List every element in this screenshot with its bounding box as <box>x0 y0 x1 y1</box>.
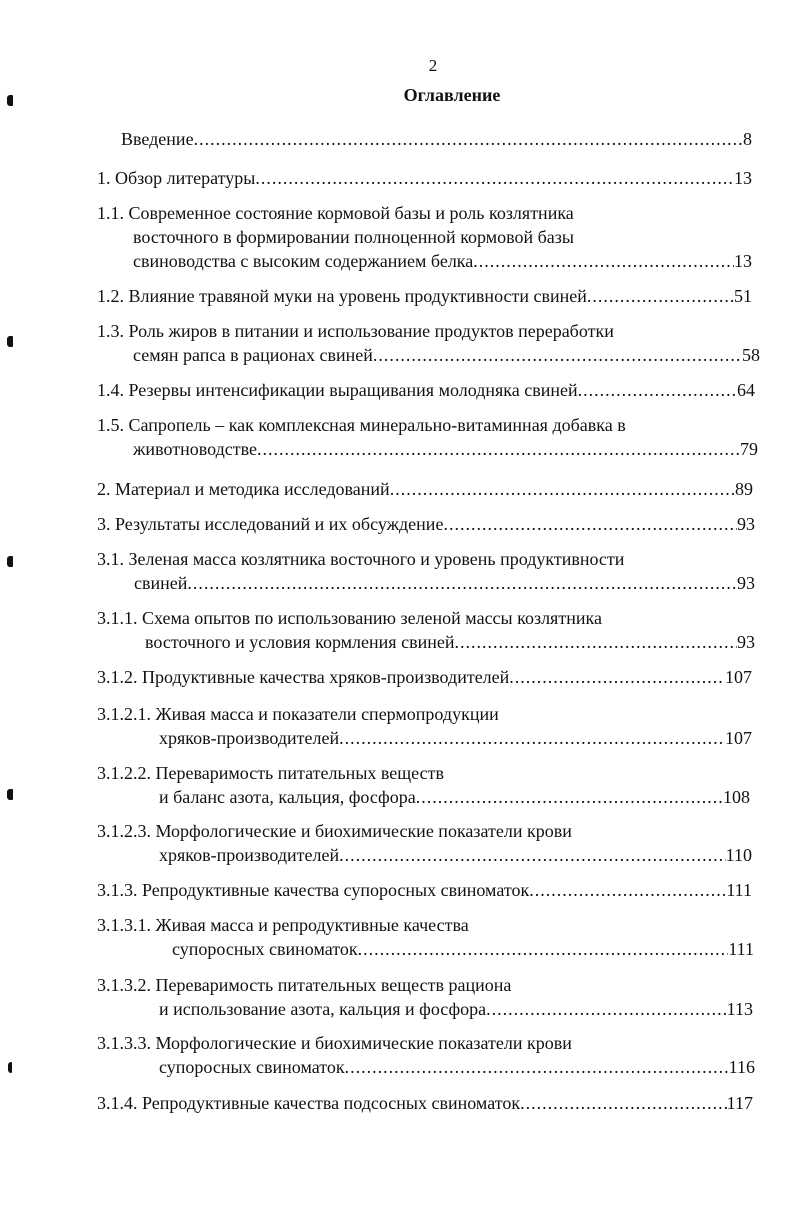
toc-entry-page: 116 <box>728 1057 755 1077</box>
toc-entry-line[interactable] <box>97 167 752 189</box>
toc-entry-page: 79 <box>740 439 758 459</box>
toc-entry-line: 3.1.2.1. Живая масса и показатели спермопродукции <box>97 704 499 724</box>
toc-entry-title: свиноводства с высоким содержанием белка <box>133 251 474 271</box>
toc-entry-page: 93 <box>737 632 755 652</box>
toc-entry-title: 1. Обзор литературы <box>97 168 256 188</box>
toc-entry-title: 3.1.2. Продуктивные качества хряков-производителей <box>97 667 510 687</box>
toc-entry-page: 93 <box>737 573 755 593</box>
toc-entry-page: 113 <box>726 999 753 1019</box>
toc-entry-line: 3.1.3.3. Морфологические и биохимические показатели крови <box>97 1033 572 1053</box>
toc-entry-title: 3. Результаты исследований и их обсуждение <box>97 514 444 534</box>
binding-hole-mark <box>7 336 13 347</box>
toc-entry-page: 117 <box>726 1093 753 1113</box>
toc-entry-line[interactable] <box>159 727 752 749</box>
toc-entry-title: супоросных свиноматок <box>159 1057 345 1077</box>
toc-entry-line[interactable] <box>97 379 755 401</box>
toc-entry-title: 3.1.3. Репродуктивные качества супоросных свиноматок <box>97 880 530 900</box>
binding-hole-mark <box>7 789 13 800</box>
toc-entry-title: хряков-производителей <box>159 728 340 748</box>
toc-entry-line: 3.1.1. Схема опытов по использованию зеленой массы козлятника <box>97 608 602 628</box>
toc-entry-page: 93 <box>737 514 755 534</box>
toc-entry-line[interactable] <box>121 128 752 150</box>
toc-entry-line[interactable] <box>97 478 753 500</box>
toc-entry-line[interactable] <box>133 250 752 272</box>
toc-entry-line: 3.1.2.3. Морфологические и биохимические показатели крови <box>97 821 572 841</box>
toc-entry-page: 111 <box>726 880 752 900</box>
page-number: 2 <box>428 56 438 75</box>
binding-hole-mark <box>7 95 13 106</box>
toc-entry-title: и использование азота, кальция и фосфора <box>159 999 487 1019</box>
toc-entry-line: 3.1.3.2. Переваримость питательных веществ рациона <box>97 975 512 995</box>
toc-entry-line: 1.3. Роль жиров в питании и использование продуктов переработки <box>97 321 614 341</box>
toc-entry-page: 58 <box>742 345 760 365</box>
toc-entry-line[interactable] <box>133 344 760 366</box>
toc-entry-page: 8 <box>743 129 752 149</box>
toc-entry-line[interactable] <box>97 879 752 901</box>
toc-entry-title: Введение <box>121 129 194 149</box>
toc-entry-line[interactable] <box>172 938 754 960</box>
toc-entry-title: 1.4. Резервы интенсификации выращивания молодняка свиней <box>97 380 578 400</box>
toc-entry-line[interactable] <box>134 572 755 594</box>
toc-entry-title: 2. Материал и методика исследований <box>97 479 390 499</box>
binding-hole-mark <box>7 556 13 567</box>
toc-entry-line[interactable] <box>159 844 752 866</box>
toc-entry-title: хряков-производителей <box>159 845 340 865</box>
toc-entry-line: 3.1. Зеленая масса козлятника восточного и уровень продуктивности <box>97 549 625 569</box>
toc-entry-line: 1.5. Сапропель – как комплексная минерально-витаминная добавка в <box>97 415 626 435</box>
toc-entry-line[interactable] <box>97 513 755 535</box>
toc-entry-line[interactable] <box>97 1092 753 1114</box>
toc-entry-title: 1.2. Влияние травяной муки на уровень продуктивности свиней <box>97 286 587 306</box>
page-title: Оглавление <box>403 85 501 105</box>
toc-entry-title: и баланс азота, кальция, фосфора <box>159 787 416 807</box>
toc-entry-title: восточного и условия кормления свиней <box>145 632 455 652</box>
toc-entry-line: 3.1.2.2. Переваримость питательных веществ <box>97 763 444 783</box>
toc-entry-page: 107 <box>725 667 752 687</box>
toc-entry-title: семян рапса в рационах свиней <box>133 345 373 365</box>
toc-entry-line[interactable] <box>97 666 752 688</box>
toc-entry-line: 1.1. Современное состояние кормовой базы и роль козлятника <box>97 203 574 223</box>
toc-entry-page: 64 <box>737 380 755 400</box>
toc-entry-line[interactable] <box>159 786 750 808</box>
toc-entry-page: 13 <box>734 168 752 188</box>
toc-entry-page: 108 <box>723 787 750 807</box>
toc-entry-line: 3.1.3.1. Живая масса и репродуктивные качества <box>97 915 469 935</box>
toc-entry-line[interactable] <box>133 438 758 460</box>
toc-entry-title: супоросных свиноматок <box>172 939 358 959</box>
toc-entry-page: 110 <box>725 845 752 865</box>
toc-entry-title: 3.1.4. Репродуктивные качества подсосных свиноматок <box>97 1093 521 1113</box>
toc-entry-line: восточного в формировании полноценной кормовой базы <box>133 227 574 247</box>
toc-entry-page: 111 <box>728 939 754 959</box>
toc-entry-page: 89 <box>735 479 753 499</box>
toc-entry-page: 107 <box>725 728 752 748</box>
toc-entry-line[interactable] <box>97 285 752 307</box>
toc-entry-line[interactable] <box>159 1056 755 1078</box>
binding-hole-mark <box>8 1062 12 1073</box>
toc-entry-title: животноводстве <box>133 439 257 459</box>
toc-entry-page: 13 <box>734 251 752 271</box>
toc-entry-title: свиней <box>134 573 188 593</box>
toc-entry-line[interactable] <box>145 631 755 653</box>
toc-entry-page: 51 <box>734 286 752 306</box>
toc-entry-line[interactable] <box>159 998 753 1020</box>
